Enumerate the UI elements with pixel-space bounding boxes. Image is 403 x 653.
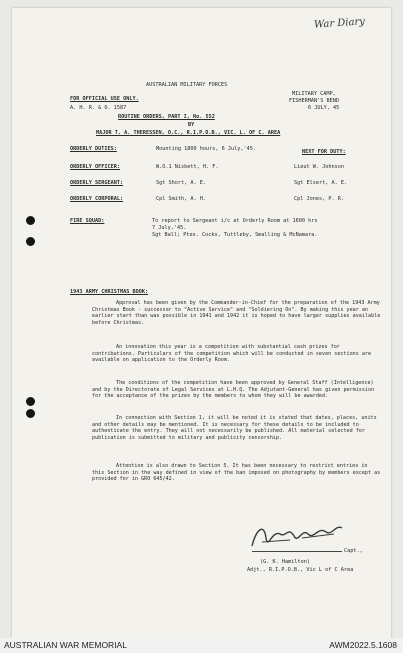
issuing-officer: MAJOR T. A. THERESSEN, O.C., R.I.P.O.B., VIC. L. OF C. AREA	[96, 130, 281, 136]
book-paragraph: Approval has been given by the Commander-in-Chief for the preparation of the 1943 Army Christmas Book - successor to "Active Service" and "Soldiering On". By making this year an earlier start than was possible in 1941 and 1942 it is hoped to have larger supplies available before Christmas.	[92, 300, 381, 326]
signature-line	[252, 551, 342, 552]
duty-role: ORDERLY SERGEANT:	[70, 180, 124, 186]
mounting-time: Mounting 1800 hours, 6 July,'45.	[156, 146, 256, 152]
duty-current: Cpl Smith, A. H.	[156, 196, 206, 202]
duty-role: ORDERLY OFFICER:	[70, 164, 120, 170]
signatory-title: Adjt., R.I.P.O.B., Vic L of C Area	[247, 567, 354, 573]
by-line: BY	[188, 122, 195, 128]
punch-hole	[26, 237, 35, 246]
next-for-duty-label: NEXT FOR DUTY:	[302, 149, 346, 155]
org-title: AUSTRALIAN MILITARY FORCES	[146, 82, 228, 88]
fire-squad-line: Sgt Ball; Ptes. Cocks, Tuttleby, Smalling & McNamara.	[152, 232, 318, 238]
duty-role: ORDERLY CORPORAL:	[70, 196, 124, 202]
book-paragraph: The conditions of the competition have been approved by General Staff (Intelligence) and by the Directorate of Legal Services at L.H.Q. The Adjutant-General has given permission for the acceptance of the prizes by the members to whom they will be awarded.	[92, 380, 375, 400]
official-use-label: FOR OFFICIAL USE ONLY.	[70, 96, 139, 102]
handwritten-signature	[242, 516, 352, 554]
duty-next: Sgt Elsert, A. E.	[294, 180, 348, 186]
footer-accession-number: AWM2022.5.1608	[329, 640, 397, 650]
fire-squad-label: FIRE SQUAD:	[70, 218, 105, 224]
footer-institution: AUSTRALIAN WAR MEMORIAL	[4, 640, 127, 650]
archive-footer	[0, 638, 403, 653]
document-date: 6 JULY, 45	[308, 105, 340, 111]
duty-current: W.O.1 Nisbett, H. F.	[156, 164, 219, 170]
book-paragraph: An innovation this year is a competition with substantial cash prizes for contributions. Particulars of the competition which will be conducted in seven sections are available on application to the Orderly Room.	[92, 344, 372, 364]
war-diary-annotation: War Diary	[313, 16, 366, 31]
christmas-book-heading: 1943 ARMY CHRISTMAS BOOK:	[70, 289, 149, 295]
duty-next: Lieut W. Johnson	[294, 164, 344, 170]
camp-line-2: FISHERMAN'S BEND	[289, 98, 339, 104]
signatory-rank: Capt.,	[344, 548, 363, 554]
orderly-duties-label: ORDERLY DUTIES:	[70, 146, 117, 152]
camp-line-1: MILITARY CAMP,	[292, 91, 336, 97]
fire-squad-line: 7 July,'45.	[152, 225, 187, 231]
duty-current: Sgt Short, A. E.	[156, 180, 206, 186]
book-paragraph: Attention is also drawn to Section 5. It has been necessary to restrict entries in this Section in the way defined in view of the ban imposed on photography by members except as provided for in GRO 645/42.	[92, 463, 381, 483]
routine-orders-title: ROUTINE ORDERS, PART I, No. 552	[118, 114, 215, 120]
signatory-name: (G. K. Hamilton)	[260, 559, 310, 565]
duty-next: Cpl Jones, P. R.	[294, 196, 344, 202]
punch-hole	[26, 216, 35, 225]
fire-squad-line: To report to Sergeant i/c at Orderly Room at 1600 hrs	[152, 218, 318, 224]
reference-number: A. H. R. & O. 1587	[70, 105, 127, 111]
book-paragraph: In connection with Section 1, it will be noted it is stated that dates, places, units and other details may be mentioned. It is necessary for these details to be included to authenticate the entry. They will not necessarily be published. All material selected for publication is submitted to military and publicity censorship.	[92, 415, 377, 441]
document-page	[12, 8, 391, 638]
punch-hole	[26, 409, 35, 418]
punch-hole	[26, 397, 35, 406]
